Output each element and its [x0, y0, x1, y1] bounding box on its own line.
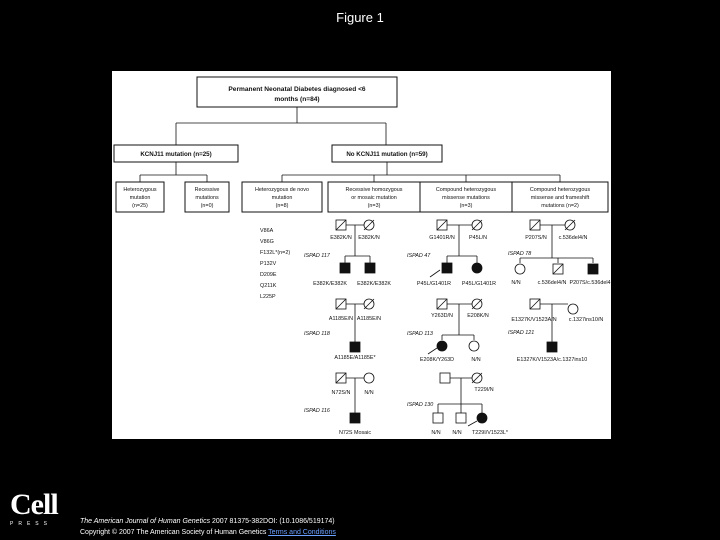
genotype-label: A1185E/N	[328, 316, 354, 322]
genotype-label: E382K/E382K	[313, 281, 347, 287]
citation-details: 2007 81375-382DOI: (10.1086/519174)	[210, 518, 335, 525]
pedigree-ispad-117	[304, 220, 391, 287]
denovo-item: V86A	[260, 228, 274, 234]
genotype-label: N/N	[511, 280, 521, 286]
compound-frameshift-box-line-1: Compound heterozygous	[529, 187, 591, 193]
pedigree-ispad-116	[304, 373, 374, 436]
ispad-label: ISPAD 78	[508, 251, 532, 257]
genotype-label: E1327K/V1523A/N	[511, 317, 557, 323]
denovo-item: F132L*(n=2)	[260, 250, 291, 256]
compound-frameshift-box-line-2: missense and frameshift	[530, 195, 590, 201]
recessive-box-line-2: mutations	[195, 195, 219, 201]
pedigree-ispad-130	[407, 373, 509, 436]
ispad-label: ISPAD 121	[508, 330, 535, 336]
genotype-label: E382K/N	[358, 235, 380, 241]
denovo-item: P132V	[260, 261, 277, 267]
genotype-label: A1185E/N	[356, 316, 382, 322]
pedigree-ispad-78	[508, 220, 611, 286]
copyright-text: Copyright © 2007 The American Society of Human Genetics	[80, 529, 269, 536]
genotype-label: N/N	[471, 357, 481, 363]
ispad-label: ISPAD 118	[304, 331, 330, 337]
genotype-label: N72S/N	[331, 390, 351, 396]
genotype-label: c.536del4/N	[537, 280, 567, 286]
recessive-homozygous-box-line-2: or mosaic mutation	[351, 195, 397, 201]
compound-missense-box-line-2: missense mutations	[442, 195, 490, 201]
genotype-label: P45L/G1401R	[461, 281, 497, 287]
pedigree-ispad-121	[508, 299, 603, 363]
genotype-label: N/N	[431, 430, 441, 436]
de-novo-box-line-2: mutation	[271, 195, 293, 201]
genotype-label: Y263D/N	[431, 313, 453, 319]
denovo-item: L225P	[260, 294, 276, 300]
ispad-label: ISPAD 130	[407, 402, 434, 408]
genotype-label: P45L/G1401R	[416, 281, 452, 287]
genotype-label: P207S/c.536del4	[569, 280, 611, 286]
pedigree-ispad-113	[407, 299, 489, 363]
recessive-homozygous-box-line-3: (n=3)	[367, 203, 381, 209]
pedigree-ispad-47	[407, 220, 496, 287]
genotype-label: E382K/E382K	[357, 281, 391, 287]
denovo-item: V86G	[260, 239, 274, 245]
ispad-label: ISPAD 47	[407, 253, 431, 259]
genotype-label: G1401R/N	[429, 235, 455, 241]
terms-link[interactable]: Terms and Conditions	[268, 529, 336, 536]
genotype-label: c.536del4/N	[558, 235, 588, 241]
pedigree-ispad-118	[304, 299, 381, 361]
denovo-item: D209E	[260, 272, 277, 278]
genotype-label: P45L/N	[469, 235, 487, 241]
genotype-label: P207S/N	[525, 235, 547, 241]
no-kcnj11-box-label: No KCNJ11 mutation (n=59)	[346, 151, 428, 158]
de-novo-box-line-1: Heterozygous de novo	[255, 187, 309, 193]
compound-frameshift-box-line-3: mutations (n=2)	[541, 203, 579, 209]
genotype-label: N72S Mosaic	[338, 430, 372, 436]
heterozygous-box-line-1: Heterozygous	[123, 187, 157, 193]
genotype-label: T229I/N	[474, 387, 494, 393]
recessive-homozygous-box-line-1: Recessive homozygous	[345, 187, 403, 193]
genotype-label: E382K/N	[330, 235, 352, 241]
genotype-label: N/N	[364, 390, 374, 396]
recessive-box-line-3: (n=0)	[200, 203, 214, 209]
genotype-label: N/N	[452, 430, 462, 436]
genotype-label: T229I/V1523L*	[472, 430, 508, 436]
heterozygous-box-line-3: (n=25)	[132, 203, 148, 209]
ispad-label: ISPAD 117	[304, 253, 330, 259]
cell-press-logo: Cell PRESS	[10, 488, 58, 527]
ispad-label: ISPAD 116	[304, 408, 330, 414]
top-box-line-1: Permanent Neonatal Diabetes diagnosed <6	[228, 86, 366, 93]
citation-footer	[80, 516, 336, 538]
genotype-label: E208K/N	[467, 313, 489, 319]
de-novo-box-line-3: (n=8)	[275, 203, 289, 209]
ispad-label: ISPAD 113	[407, 331, 433, 337]
recessive-box-line-1: Recessive	[194, 187, 220, 193]
compound-missense-box-line-1: Compound heterozygous	[435, 187, 497, 193]
slide-title: Figure 1	[336, 10, 384, 25]
top-box-line-2: months (n=84)	[274, 96, 320, 103]
pedigree-flowchart	[112, 71, 611, 439]
genotype-label: E208K/Y263D	[419, 357, 455, 363]
genotype-label: A1185E/A1185E*	[334, 355, 376, 361]
genotype-label: E1327K/V1523A/c.1327ins10	[516, 357, 588, 363]
heterozygous-box-line-2: mutation	[129, 195, 151, 201]
figure-panel	[112, 71, 611, 439]
compound-missense-box-line-3: (n=3)	[459, 203, 473, 209]
kcnj11-box-label: KCNJ11 mutation (n=25)	[140, 151, 212, 158]
genotype-label: c.1327ins10/N	[568, 317, 604, 323]
journal-name: The American Journal of Human Genetics	[80, 518, 211, 525]
denovo-item: Q211K	[260, 283, 277, 289]
